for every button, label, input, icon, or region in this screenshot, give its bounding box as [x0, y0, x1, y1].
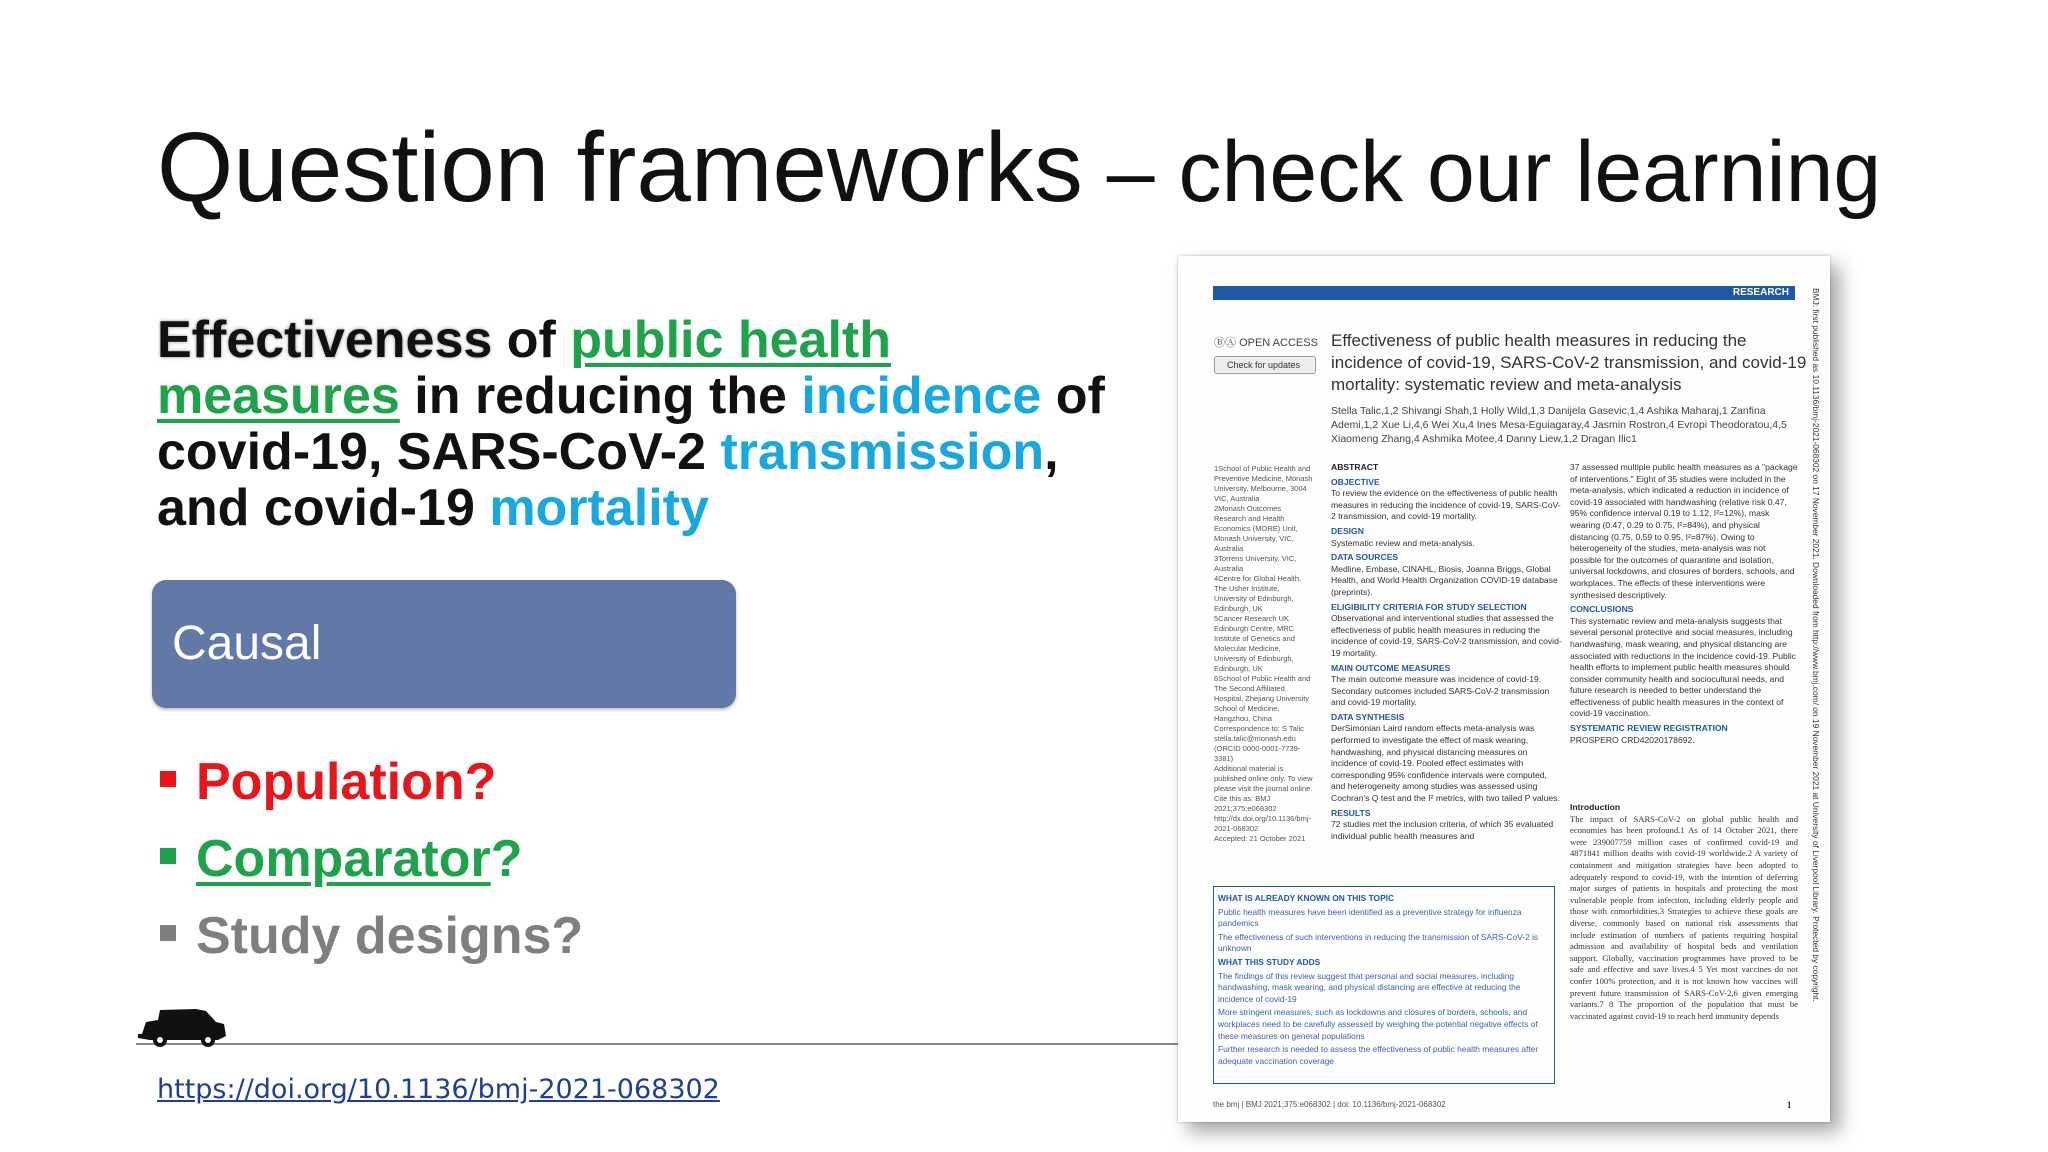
synthesis-text: DerSimonian Laird random effects meta-analysis was performed to investigate the effect of mask wearing, handwashing, and physical distancing measures on incidence of covid-19. Pooled effect estimates with corresponding 95% confidence intervals were computed, and heterogeneity among studies was assessed using Cochran's Q test and the I² metrics, with two tailed P values. — [1331, 723, 1560, 804]
bullet-list — [160, 752, 583, 983]
sources-heading: DATA SOURCES — [1331, 552, 1399, 563]
conclusions-text: This systematic review and meta-analysis suggests that several personal protective and social measures, including handwashing, mask wearing, and physical distancing are associated with reductions in the incidence covid-19. Public health efforts to implement public health measures should consider community health and sociocultural needs, and future research is needed to better understand the effectiveness of public health measures in the context of covid-19 vaccination. — [1570, 615, 1796, 719]
eligibility-heading: ELIGIBILITY CRITERIA FOR STUDY SELECTION — [1331, 601, 1527, 612]
bullet-population — [160, 752, 583, 829]
results-heading: RESULTS — [1331, 807, 1371, 818]
paper-affiliations: 1School of Public Health and Preventive Medicine, Monash University, Melbourne, 3004 VIC, Australia 2Monash Outcomes Research and Health Economics (MORE) Unit, Monash University, VIC, Australia 3Torrens University, VIC, Australia 4Centre for Global Health, The Usher Institute, University of Edinburgh, Edinburgh, UK 5Cancer Research UK Edinburgh Centre, MRC Institute of Genetics and Molecular Medicine, University of Edinburgh, Edinburgh, UK 6School of Public Health and The Second Affiliated Hospital, Zhejiang University School of Medicine, Hangzhou, China Correspondence to: S Talic stella.talic@monash.edu (ORCID 0000-0001-7739-3381) Additional material is published online only. To view please visit the journal online. Cite this as: BMJ 2021;375:e068302 http://dx.doi.org/10.1136/bmj-2021-068302 Accepted: 21 October 2021 — [1214, 464, 1313, 843]
bullet-comparator — [160, 829, 583, 906]
open-access-badge — [1214, 334, 1318, 350]
paper-introduction — [1570, 802, 1798, 1022]
synthesis-heading: DATA SYNTHESIS — [1331, 711, 1405, 722]
paper-authors: Stella Talic,1,2 Shivangi Shah,1 Holly Wild,1,3 Danijela Gasevic,1,4 Ashika Maharaj,1 Zanfina Ademi,1,2 Xue Li,4,6 Wei Xu,4 Ines Mesa-Eguiagaray,4 Jasmin Rostron,4 Evropi Theodoratou,4,5 Xiaomeng Zhang,4 Ashmika Motee,4 Danny Liew,1,2 Dragan Ilic1 — [1331, 405, 1787, 445]
known-item: The effectiveness of such interventions in reducing the transmission of SARS-CoV-2 is unknown — [1218, 931, 1539, 954]
question-mortality: mortality — [489, 479, 709, 537]
outcome-text: The main outcome measure was incidence of covid-19. Secondary outcomes included SARS-CoV-2 transmission and covid-19 mortality. — [1331, 674, 1550, 708]
causal-label: Causal — [172, 617, 322, 670]
research-question — [157, 312, 1117, 536]
intro-text: The impact of SARS-CoV-2 on global public health and economies has been profound.1 As of 14 October 2021, there were 239007759 million cases of confirmed covid-19 and 4871841 million deaths with covid-19 worldwide.2 A variety of containment and mitigation strategies have been adopted to adequately respond to covid-19, with the intention of deferring major surges of patients in hospitals and protecting the most vulnerable people from infection, including elderly people and those with comorbidities.3 Strategies to achieve these goals are diverse, commonly based on national risk assessments that include estimation of numbers of patients requiring hospital admission and availability of hospital beds and ventilation support. Globally, vaccination programmes have proved to be safe and effective and save lives.4 5 Yet most vaccines do not confer 100% protection, and it is not known how vaccines will prevent future transmission of SARS-CoV-2,6 given emerging variants.7 8 The proportion of the population that must be vaccinated against covid-19 to reach herd immunity depends — [1570, 813, 1798, 1021]
question-text: in reducing the — [399, 367, 802, 425]
page-number: 1 — [1787, 1100, 1792, 1110]
question-public-health-measures: public health measures — [157, 311, 891, 425]
registration-heading: SYSTEMATIC REVIEW REGISTRATION — [1570, 723, 1728, 734]
adds-item: The findings of this review suggest that personal and social measures, including handwashing, mask wearing, and physical distancing are effective at reducing the incidence of covid-19 — [1218, 970, 1521, 1004]
open-access-label: OPEN ACCESS — [1239, 337, 1318, 349]
check-updates-button: Check for updates — [1214, 356, 1316, 374]
vertical-note — [1809, 288, 1821, 1098]
abstract-heading: ABSTRACT — [1331, 462, 1379, 472]
question-text: of covid-19, SARS-CoV-2 — [157, 367, 1105, 481]
sources-text: Medline, Embase, CINAHL, Biosis, Joanna Briggs, Global Health, and World Health Organization COVID-19 database (preprints). — [1331, 563, 1558, 597]
paper-footer: the bmj | BMJ 2021;375:e068302 | doi: 10.1136/bmj-2021-068302 — [1213, 1100, 1446, 1109]
question-incidence: incidence — [801, 367, 1042, 425]
bullet-square-icon — [160, 925, 176, 941]
open-access-icon: ⒷⒶ — [1214, 337, 1240, 349]
objective-text: To review the evidence on the effectiveness of public health measures in reducing the incidence of covid-19, SARS-CoV-2 transmission, and covid-19 mortality. — [1331, 488, 1561, 522]
slide-title — [157, 112, 1882, 222]
bullet-square-icon — [160, 771, 176, 787]
car-icon — [136, 1004, 228, 1048]
question-text: , and covid-19 — [157, 423, 1059, 537]
known-heading: WHAT IS ALREADY KNOWN ON THIS TOPIC — [1218, 893, 1395, 903]
doi-link[interactable]: https://doi.org/10.1136/bmj-2021-068302 — [157, 1074, 720, 1105]
slide-title-sub: – check our learning — [1082, 124, 1882, 220]
results-text: 72 studies met the inclusion criteria, of which 35 evaluated individual public health measures and — [1331, 819, 1554, 841]
bullet-square-icon — [160, 848, 176, 864]
research-bar: RESEARCH — [1213, 286, 1795, 300]
known-item: Public health measures have been identified as a preventive strategy for influenza pandemics — [1218, 906, 1522, 929]
objective-heading: OBJECTIVE — [1331, 476, 1380, 487]
intro-heading: Introduction — [1570, 802, 1621, 812]
results-continued: 37 assessed multiple public health measures as a "package of interventions." Eight of 35 studies were included in the meta-analysis, which indicated a reduction in incidence of covid-19 associated with handwashing (relative risk 0.47, 95% confidence interval 0.19 to 1.12, I²=12%), mask wearing (0.47, 0.29 to 0.75, I²=84%), and physical distancing (0.75, 0.59 to 0.95, I²=87%). Owing to heterogeneity of the studies, meta-analysis was not possible for the outcomes of quarantine and isolation, universal lockdowns, and closures of borders, schools, and workplaces. The effects of these interventions were synthesised descriptively. — [1570, 462, 1798, 600]
divider-line — [136, 1043, 1180, 1045]
adds-heading: WHAT THIS STUDY ADDS — [1218, 956, 1321, 967]
paper-title: Effectiveness of public health measures in reducing the incidence of covid-19, SARS-CoV-2 transmission, and covid-19 mortality: systematic review and meta-analysis — [1331, 331, 1807, 394]
conclusions-heading: CONCLUSIONS — [1570, 604, 1634, 615]
design-text: Systematic review and meta-analysis. — [1331, 537, 1475, 548]
paper-right-column — [1570, 462, 1798, 746]
outcome-heading: MAIN OUTCOME MEASURES — [1331, 662, 1451, 673]
summary-box — [1213, 886, 1555, 1084]
slide-title-main: Question frameworks — [157, 112, 1083, 222]
bullet-study-designs — [160, 906, 583, 983]
design-heading: DESIGN — [1331, 525, 1364, 536]
bullet-study-designs-text: Study designs? — [196, 907, 584, 965]
bullet-comparator-mark: ? — [490, 830, 523, 888]
paper-thumbnail — [1178, 256, 1830, 1122]
adds-item: Further research is needed to assess the effectiveness of public health measures after adequate vaccination coverage — [1218, 1044, 1539, 1066]
bullet-population-text: Population? — [196, 753, 497, 811]
paper-abstract — [1331, 462, 1563, 842]
question-text: of — [492, 311, 571, 369]
adds-item: More stringent measures, such as lockdowns and closures of borders, schools, and workplaces need to be carefully assessed by weighing the potential negative effects of these measures on general populations — [1218, 1007, 1538, 1041]
bullet-comparator-text: Comparator — [196, 830, 491, 888]
causal-box — [152, 580, 736, 708]
eligibility-text: Observational and interventional studies that assessed the effectiveness of public health measures in reducing the incidence of covid-19, SARS-CoV-2 transmission, and covid-19 mortality. — [1331, 613, 1562, 658]
registration-text: PROSPERO CRD42020178692. — [1570, 734, 1695, 745]
question-transmission: transmission — [720, 423, 1045, 481]
question-effectiveness: Effectiveness — [157, 311, 493, 369]
vertical-note-text: BMJ: first published as 10.1136/bmj-2021-068302 on 17 November 2021. Downloaded from http://www.bmj.com/ on 19 November 2021 at University of Liverpool Library. Protected by copyright. — [1811, 288, 1821, 1002]
